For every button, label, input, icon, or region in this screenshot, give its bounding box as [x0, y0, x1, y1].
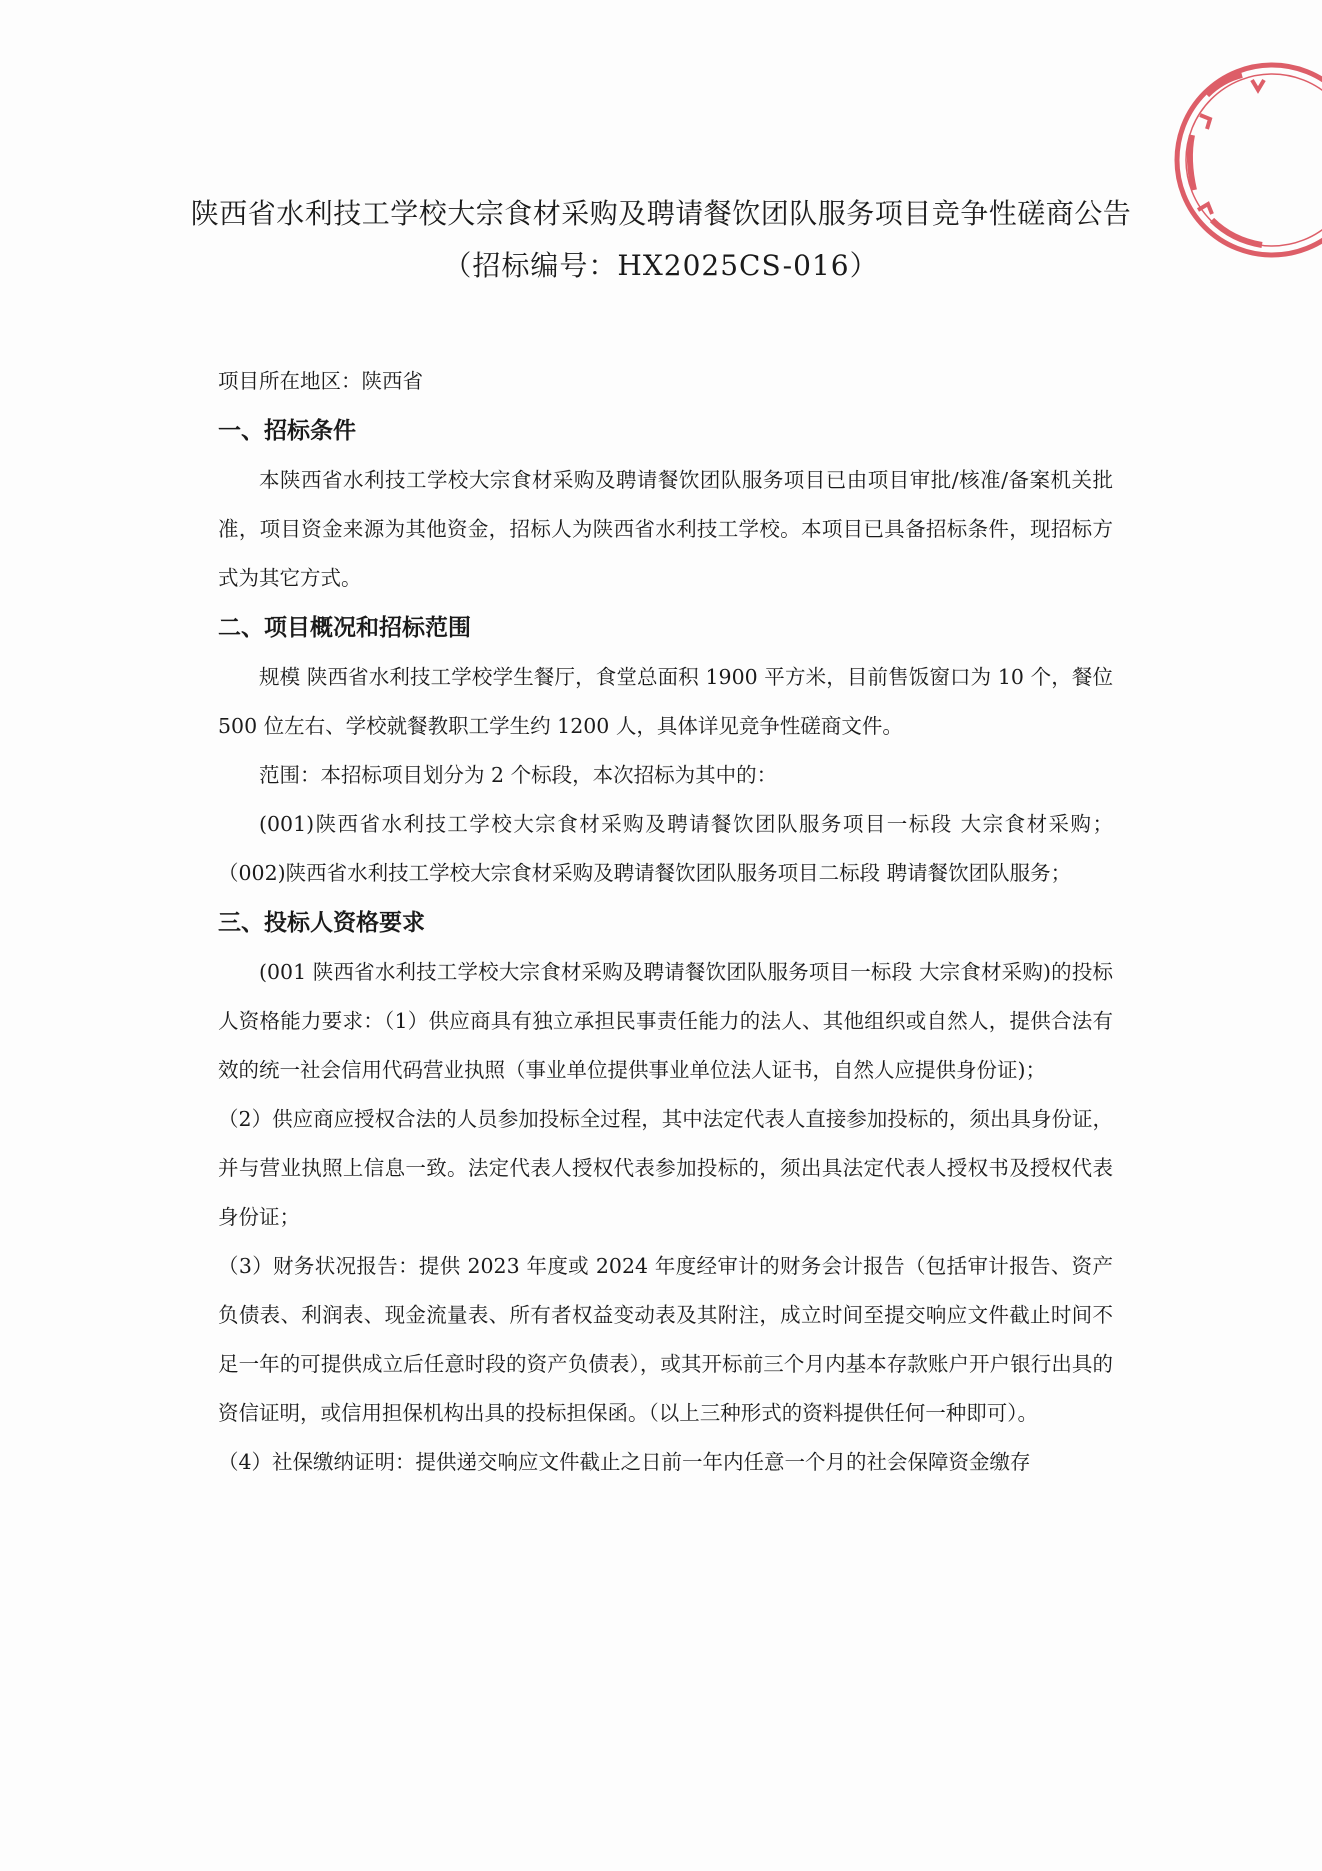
section-3-requirement-4: （4）社保缴纳证明：提供递交响应文件截止之日前一年内任意一个月的社会保障资金缴存	[218, 1450, 1031, 1474]
project-region: 项目所在地区：陕西省	[218, 369, 423, 393]
section-3-requirement-1: (001 陕西省水利技工学校大宗食材采购及聘请餐饮团队服务项目一标段 大宗食材采购)的投标人资格能力要求：（1）供应商具有独立承担民事责任能力的法人、其他组织或自然人，提供合法有效的统一社会信用代码营业执照（事业单位提供事业单位法人证书，自然人应提供身份证)；	[218, 960, 1113, 1082]
section-3-requirement-3: （3）财务状况报告：提供 2023 年度或 2024 年度经审计的财务会计报告（包括审计报告、资产负债表、利润表、现金流量表、所有者权益变动表及其附注，成立时间至提交响应文件截止时间不足一年的可提供成立后任意时段的资产负债表），或其开标前三个月内基本存款账户开户银行出具的资信证明，或信用担保机构出具的投标担保函。（以上三种形式的资料提供任何一种即可）。	[218, 1254, 1113, 1425]
official-seal-icon	[1102, 40, 1322, 300]
section-2-scope-paragraph: 范围：本招标项目划分为 2 个标段，本次招标为其中的：	[259, 763, 778, 787]
page-title: 陕西省水利技工学校大宗食材采购及聘请餐饮团队服务项目竞争性磋商公告	[190, 197, 1132, 230]
section-heading-3: 三、投标人资格要求	[218, 910, 425, 936]
section-heading-1: 一、招标条件	[218, 418, 356, 444]
bid-code: （招标编号：HX2025CS-016）	[443, 249, 879, 282]
section-2-scale-paragraph: 规模 陕西省水利技工学校学生餐厅，食堂总面积 1900 平方米，目前售饭窗口为 10 个，餐位 500 位左右、学校就餐教职工学生约 1200 人，具体详见竞争性磋商文件。	[218, 665, 1113, 738]
section-2-lots-paragraph: (001)陕西省水利技工学校大宗食材采购及聘请餐饮团队服务项目一标段 大宗食材采购；（002)陕西省水利技工学校大宗食材采购及聘请餐饮团队服务项目二标段 聘请餐饮团队服务；	[218, 812, 1113, 885]
section-heading-2: 二、项目概况和招标范围	[218, 615, 471, 641]
section-1-paragraph: 本陕西省水利技工学校大宗食材采购及聘请餐饮团队服务项目已由项目审批/核准/备案机关批准，项目资金来源为其他资金，招标人为陕西省水利技工学校。本项目已具备招标条件，现招标方式为其它方式。	[218, 468, 1113, 590]
section-3-requirement-2: （2）供应商应授权合法的人员参加投标全过程，其中法定代表人直接参加投标的，须出具身份证，并与营业执照上信息一致。法定代表人授权代表参加投标的，须出具法定代表人授权书及授权代表身份证；	[218, 1107, 1113, 1229]
document-body	[218, 357, 1113, 1487]
